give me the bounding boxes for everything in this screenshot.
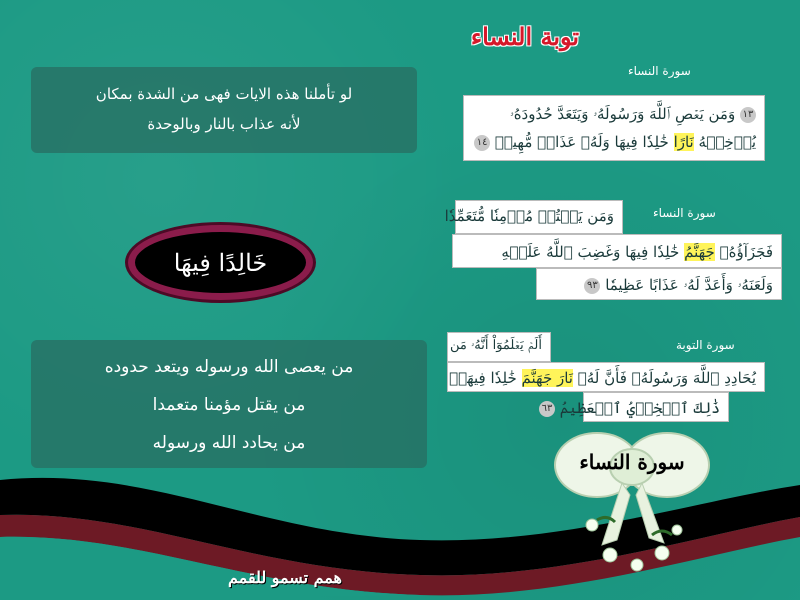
surah-label-2: سورة النساء <box>653 206 716 220</box>
verse-text: خَٰلِدٗا فِيهَا وَلَهُۥ عَذَابٞ مُّهِينٞ <box>494 133 669 151</box>
verse-2-line-1 <box>444 200 623 234</box>
surah-label-1: سورة النساء <box>628 64 691 78</box>
summary-line-2: من يقتل مؤمنا متعمدا <box>152 395 306 415</box>
verse-text: خَٰلِدٗا فِيهَاۚ <box>449 369 517 387</box>
verse-number: ٦٣ <box>539 401 555 417</box>
intro-line-2: لأنه عذاب بالنار وبالوحدة <box>147 115 301 133</box>
verse-text: يُحَادِدِ ٱللَّهَ وَرَسُولَهُۥ فَأَنَّ لَهُۥ <box>577 369 756 387</box>
highlight-word: خَالِدًا فِيهَا <box>173 248 268 277</box>
verse-text: وَمَن يَقۡتُلۡ مُؤۡمِنٗا مُّتَعَمِّدٗا <box>444 207 614 225</box>
verse-text: خَٰلِدٗا فِيهَا وَغَضِبَ ٱللَّهُ عَلَيۡهِ <box>501 243 680 261</box>
verse-block-1 <box>463 95 765 161</box>
highlight-word-oval <box>128 225 313 300</box>
footer-slogan: همم تسمو للقمم <box>228 568 342 587</box>
verse-number: ١٣ <box>740 107 756 123</box>
badge-text: سورة النساء <box>579 450 685 474</box>
verse-1-line-1 <box>472 100 756 128</box>
verse-1-line-2 <box>472 128 756 156</box>
verse-text: وَلَعَنَهُۥ وَأَعَدَّ لَهُۥ عَذَابًا عَظِيمٗا <box>605 276 773 294</box>
verse-text: يُدۡخِلۡهُ <box>698 133 756 151</box>
intro-box <box>31 67 417 153</box>
verse-2-line-2 <box>452 234 782 268</box>
page-title: توبة النساء <box>470 22 580 51</box>
verse-number: ٩٣ <box>584 278 600 294</box>
verse-3-line-1 <box>447 332 551 362</box>
verse-3-line-2 <box>447 362 765 392</box>
verse-highlight: نَارًا <box>673 133 694 151</box>
bow-ribbon-icon <box>552 425 712 585</box>
verse-3-line-3 <box>541 392 729 422</box>
summary-box <box>31 340 427 468</box>
summary-line-1: من يعصى الله ورسوله ويتعد حدوده <box>104 357 354 377</box>
verse-2-line-3 <box>536 268 782 300</box>
verse-text: ذَٰلِكَ ٱلۡخِزۡيُ ٱلۡعَظِيمُ <box>559 399 720 417</box>
verse-text: فَجَزَآؤُهُۥ <box>719 243 773 261</box>
verse-text: أَلَمۡ يَعۡلَمُوٓاْ أَنَّهُۥ مَن <box>450 338 542 353</box>
intro-line-1: لو تأملنا هذه الايات فهى من الشدة بمكان <box>95 85 353 103</box>
verse-highlight: جَهَنَّمُ <box>684 243 715 261</box>
verse-highlight: نَارَ جَهَنَّمَ <box>521 369 573 387</box>
surah-label-3: سورة التوبة <box>676 338 735 352</box>
summary-line-3: من يحادد الله ورسوله <box>152 433 306 453</box>
verse-number: ١٤ <box>474 135 490 151</box>
verse-text: وَمَن يَعۡصِ ٱللَّهَ وَرَسُولَهُۥ وَيَتَعَدَّ حُدُودَهُۥ <box>509 105 736 123</box>
